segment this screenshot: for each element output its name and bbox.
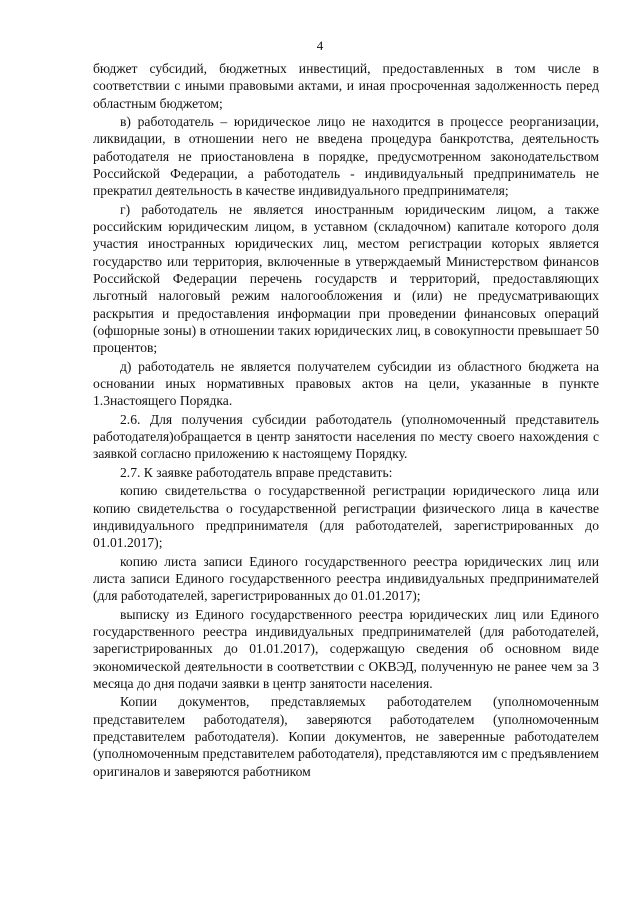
paragraph: бюджет субсидий, бюджетных инвестиций, предоставленных в том числе в соответствии с иными правовыми актами, и иная просроченная задолженность перед областным бюджетом; [93, 61, 599, 111]
paragraph: копию листа записи Единого государственного реестра юридических лиц или листа записи Единого государственного реестра индивидуальных предпринимателей (для работодателей, зарегистрированных до 01.01.2017); [93, 553, 599, 604]
paragraph: копию свидетельства о государственной регистрации юридического лица или копию свидетельства о государственной регистрации физического лица в качестве индивидуального предпринимателя (для работодателей, зарегистрированных до 01.01.2017); [93, 483, 599, 551]
paragraph: выписку из Единого государственного реестра юридических лиц или Единого государственного реестра индивидуальных предпринимателей (для работодателей, зарегистрированных до 01.01.2017), содержащую сведения об основном виде экономической деятельности в соответствии с ОКВЭД, полученную не ранее чем за 3 месяца до дня подачи заявки в центр занятости населения. [93, 606, 599, 691]
paragraph: 2.7. К заявке работодатель вправе представить: [120, 464, 393, 480]
paragraph: г) работодатель не является иностранным юридическим лицом, а также российским юридическим лицом, в уставном (складочном) капитале которого доля участия иностранных юридических лиц, местом регистрации которых является государство или территория, включенные в утверждаемый Министерством финансов Российской Федерации перечень государств и территорий, предоставляющих льготный налоговый режим налогообложения и (или) не предусматривающих раскрытия и предоставления информации при проведении финансовых операций (офшорные зоны) в отношении таких юридических лиц, в совокупности превышает 50 процентов; [93, 201, 599, 356]
paragraph: 2.6. Для получения субсидии работодатель (уполномоченный представитель работодателя)обращается в центр занятости населения по месту своего нахождения с заявкой согласно приложению к настоящему Порядку. [93, 411, 599, 462]
document-body [93, 60, 599, 781]
paragraph: в) работодатель – юридическое лицо не находится в процессе реорганизации, ликвидации, в отношении него не введена процедура банкротства, деятельность работодателя не приостановлена в порядке, предусмотренном законодательством Российской Федерации, а работодатель - индивидуальный предприниматель не прекратил деятельность в качестве индивидуального предпринимателя; [93, 114, 599, 199]
paragraph: д) работодатель не является получателем субсидии из областного бюджета на основании иных нормативных правовых актов на цели, указанные в пункте 1.3настоящего Порядка. [93, 358, 599, 409]
paragraph: Копии документов, представляемых работодателем (уполномоченным представителем работодателя), заверяются работодателем (уполномоченным представителем работодателя). Копии документов, не заверенные работодателем (уполномоченным представителем работодателя), представляются им с предъявлением оригиналов и заверяются работником [93, 694, 599, 779]
page-number: 4 [316, 38, 324, 53]
